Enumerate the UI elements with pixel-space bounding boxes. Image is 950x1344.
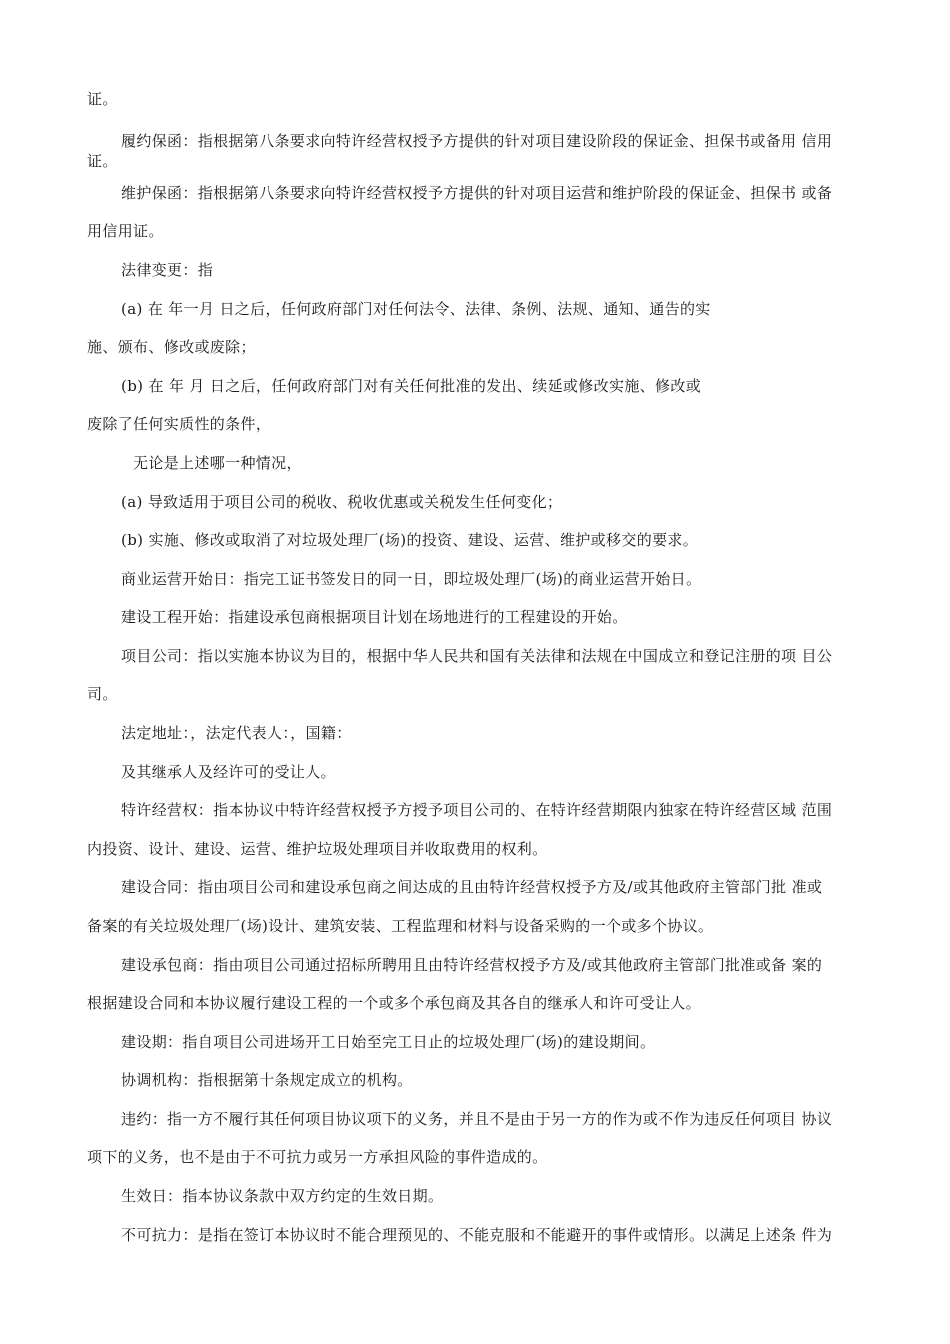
text-line: (b) 在 年 月 日之后，任何政府部门对有关任何批准的发出、续延或修改实施、修改或 — [121, 377, 702, 395]
text-line: 根据建设合同和本协议履行建设工程的一个或多个承包商及其各自的继承人和许可受让人。 — [87, 994, 702, 1012]
text-line: 内投资、设计、建设、运营、维护垃圾处理项目并收取费用的权利。 — [87, 840, 548, 858]
text-line: 建设期：指自项目公司进场开工日始至完工日止的垃圾处理厂(场)的建设期间。 — [121, 1033, 656, 1051]
text-line: 施、颁布、修改或废除； — [87, 338, 256, 356]
text-line: (a) 在 年一月 日之后，任何政府部门对任何法令、法律、条例、法规、通知、通告的实 — [121, 300, 711, 318]
text-line: 不可抗力：是指在签订本协议时不能合理预见的、不能克服和不能避开的事件或情形。以满足上述条 件为 — [121, 1226, 833, 1244]
text-line: 司。 — [87, 685, 118, 703]
text-line: 项目公司：指以实施本协议为目的，根据中华人民共和国有关法律和法规在中国成立和登记注册的项 目公 — [121, 647, 833, 665]
text-line: 无论是上述哪一种情况， — [133, 454, 302, 472]
text-line: 建设承包商：指由项目公司通过招标所聘用且由特许经营权授予方及/或其他政府主管部门批准或备 案的 — [121, 956, 823, 974]
text-line: 备案的有关垃圾处理厂(场)设计、建筑安装、工程监理和材料与设备采购的一个或多个协议。 — [87, 917, 714, 935]
text-line: (a) 导致适用于项目公司的税收、税收优惠或关税发生任何变化； — [121, 493, 563, 511]
text-line: 履约保函：指根据第八条要求向特许经营权授予方提供的针对项目建设阶段的保证金、担保书或备用 信用 — [121, 132, 833, 150]
text-line: 建设合同：指由项目公司和建设承包商之间达成的且由特许经营权授予方及/或其他政府主管部门批 准或 — [121, 878, 823, 896]
text-line: 证。 — [87, 90, 118, 108]
text-line: 生效日：指本协议条款中双方约定的生效日期。 — [121, 1187, 444, 1205]
text-line: 法定地址：，法定代表人：，国籍： — [121, 724, 352, 742]
text-line: 商业运营开始日：指完工证书签发日的同一日，即垃圾处理厂(场)的商业运营开始日。 — [121, 570, 702, 588]
text-line: 废除了任何实质性的条件， — [87, 415, 272, 433]
text-line: 维护保函：指根据第八条要求向特许经营权授予方提供的针对项目运营和维护阶段的保证金、担保书 或备 — [121, 184, 833, 202]
text-line: 证。 — [87, 152, 118, 170]
text-line: 协调机构：指根据第十条规定成立的机构。 — [121, 1071, 413, 1089]
text-line: 违约：指一方不履行其任何项目协议项下的义务，并且不是由于另一方的作为或不作为违反任何项目 协议 — [121, 1110, 833, 1128]
text-line: (b) 实施、修改或取消了对垃圾处理厂(场)的投资、建设、运营、维护或移交的要求。 — [121, 531, 699, 549]
text-line: 项下的义务，也不是由于不可抗力或另一方承担风险的事件造成的。 — [87, 1148, 548, 1166]
text-line: 建设工程开始：指建设承包商根据项目计划在场地进行的工程建设的开始。 — [121, 608, 628, 626]
text-line: 法律变更：指 — [121, 261, 214, 279]
text-line: 用信用证。 — [87, 222, 164, 240]
text-line: 及其继承人及经许可的受让人。 — [121, 763, 336, 781]
text-line: 特许经营权：指本协议中特许经营权授予方授予项目公司的、在特许经营期限内独家在特许经营区域 范围 — [121, 801, 833, 819]
